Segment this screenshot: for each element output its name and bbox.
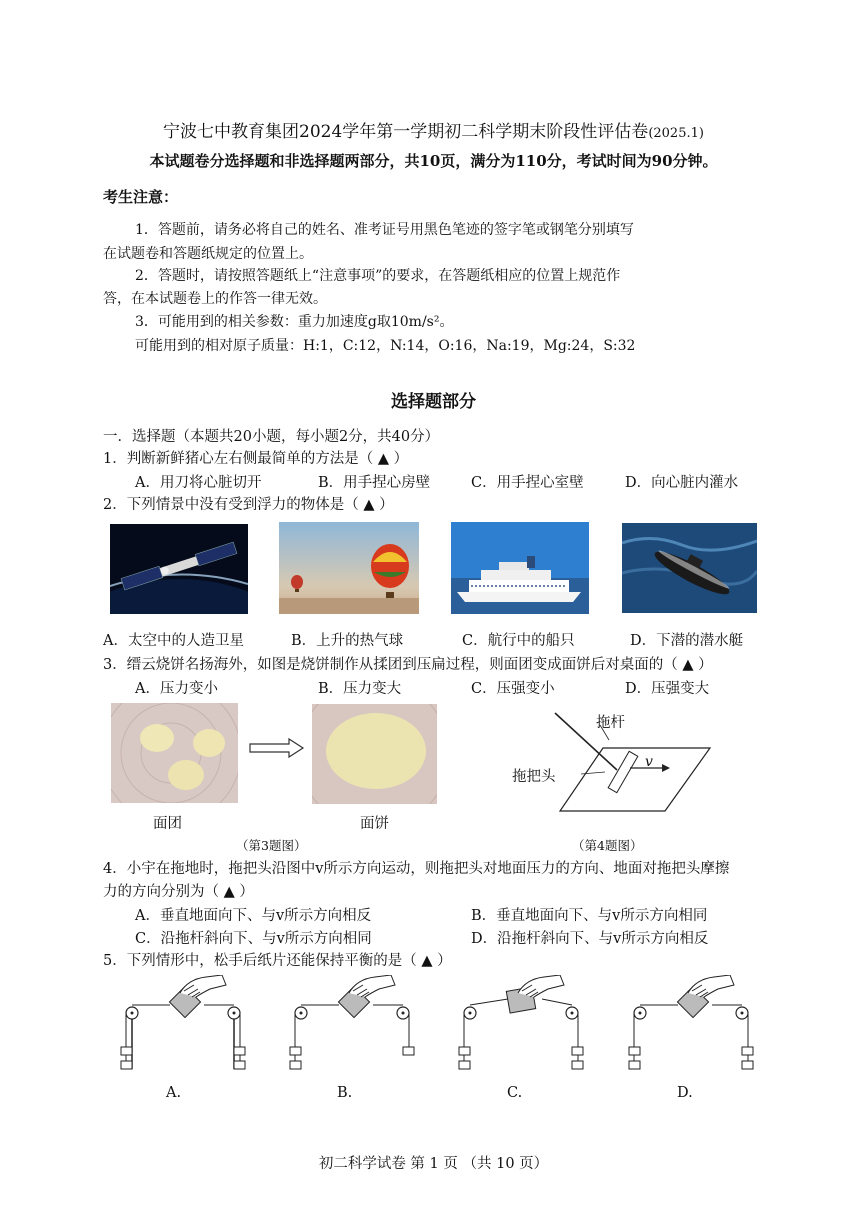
q5-option-d: D. (677, 1085, 693, 1101)
q3-option-c: C．压强变小 (471, 681, 555, 697)
q4-option-b: B．垂直地面向下、与v所示方向相同 (471, 908, 708, 924)
notice-line-2b: 答，在本试题卷上的作答一律无效。 (103, 291, 327, 307)
exam-subtitle: 本试题卷分选择题和非选择题两部分，共10页，满分为110分，考试时间为90分钟。 (149, 152, 718, 170)
notice-line-2a: 2．答题时，请按照答题纸上“注意事项”的要求，在答题纸相应的位置上规范作 (135, 268, 621, 284)
fig4-caption: （第4题图） (572, 838, 643, 853)
q4-option-d: D．沿拖杆斜向下、与v所示方向相反 (471, 931, 709, 947)
q4-option-c: C．沿拖杆斜向下、与v所示方向相同 (135, 931, 372, 947)
q5-diagram-a (118, 975, 248, 1079)
fig3-caption: （第3题图） (236, 838, 307, 853)
q4-option-a: A．垂直地面向下、与v所示方向相反 (135, 908, 372, 924)
q3-option-b: B．压力变大 (318, 681, 402, 697)
part-heading: 一．选择题（本题共20小题，每小题2分，共40分） (103, 429, 440, 445)
fig4-label-rod: 拖杆 (596, 715, 625, 731)
q2-option-d: D．下潜的潜水艇 (630, 633, 744, 649)
exam-title: 宁波七中教育集团2024学年第一学期初二科学期末阶段性评估卷(2025.1) (163, 122, 704, 142)
q1-option-d: D．向心脏内灌水 (625, 475, 739, 491)
q5-diagram-d (626, 975, 756, 1079)
q5-diagram-b (287, 975, 417, 1079)
q1-stem: 1．判断新鲜猪心左右侧最简单的方法是（ ▲ ） (103, 451, 409, 467)
notice-line-4: 可能用到的相对原子质量：H:1，C:12，N:14，O:16，Na:19，Mg:24，S:32 (135, 338, 636, 354)
notice-heading: 考生注意： (103, 188, 179, 206)
notice-line-1a: 1．答题前，请务必将自己的姓名、准考证号用黑色笔迹的签字笔或钢笔分别填写 (135, 222, 634, 238)
q4-stem-line2: 力的方向分别为（ ▲ ） (103, 884, 254, 900)
q5-stem: 5．下列情形中，松手后纸片还能保持平衡的是（ ▲ ） (103, 953, 452, 969)
page-footer: 初二科学试卷 第 1 页 （共 10 页） (318, 1156, 549, 1172)
fig3-label-dough: 面团 (153, 816, 182, 832)
q5-option-b: B. (337, 1085, 353, 1101)
flat-cake-photo (312, 704, 437, 804)
section-title: 选择题部分 (391, 392, 476, 412)
fig4-label-head: 拖把头 (512, 769, 556, 785)
q4-stem-line1: 4．小宇在拖地时，拖把头沿图中v所示方向运动，则拖把头对地面压力的方向、地面对拖把头摩擦 (103, 861, 730, 877)
notice-line-1b: 在试题卷和答题纸规定的位置上。 (103, 246, 313, 262)
submarine-photo (622, 523, 757, 613)
q5-diagram-c (456, 975, 586, 1079)
cruise-ship-photo (451, 522, 589, 614)
hot-air-balloon-photo (279, 522, 419, 614)
q1-option-b: B．用手捏心房壁 (318, 475, 431, 491)
q2-stem: 2．下列情景中没有受到浮力的物体是（ ▲ ） (103, 497, 394, 513)
process-arrow (249, 737, 305, 759)
q1-option-c: C．用手捏心室壁 (471, 475, 584, 491)
dough-balls-photo (111, 703, 238, 803)
q1-option-a: A．用刀将心脏切开 (135, 475, 262, 491)
q2-option-c: C．航行中的船只 (462, 633, 575, 649)
q3-option-a: A．压力变小 (135, 681, 218, 697)
q2-option-b: B．上升的热气球 (291, 633, 404, 649)
q3-option-d: D．压强变大 (625, 681, 710, 697)
q5-option-c: C. (507, 1085, 523, 1101)
fig4-label-v: v (645, 754, 653, 770)
q2-option-a: A．太空中的人造卫星 (103, 633, 244, 649)
q5-option-a: A. (166, 1085, 182, 1101)
q3-stem: 3．缙云烧饼名扬海外，如图是烧饼制作从揉团到压扁过程，则面团变成面饼后对桌面的（ ▲ ） (103, 657, 713, 673)
notice-line-3: 3．可能用到的相关参数：重力加速度g取10m/s²。 (135, 314, 454, 330)
satellite-photo (110, 524, 248, 614)
mop-diagram (545, 710, 715, 816)
fig3-label-cake: 面饼 (360, 816, 389, 832)
